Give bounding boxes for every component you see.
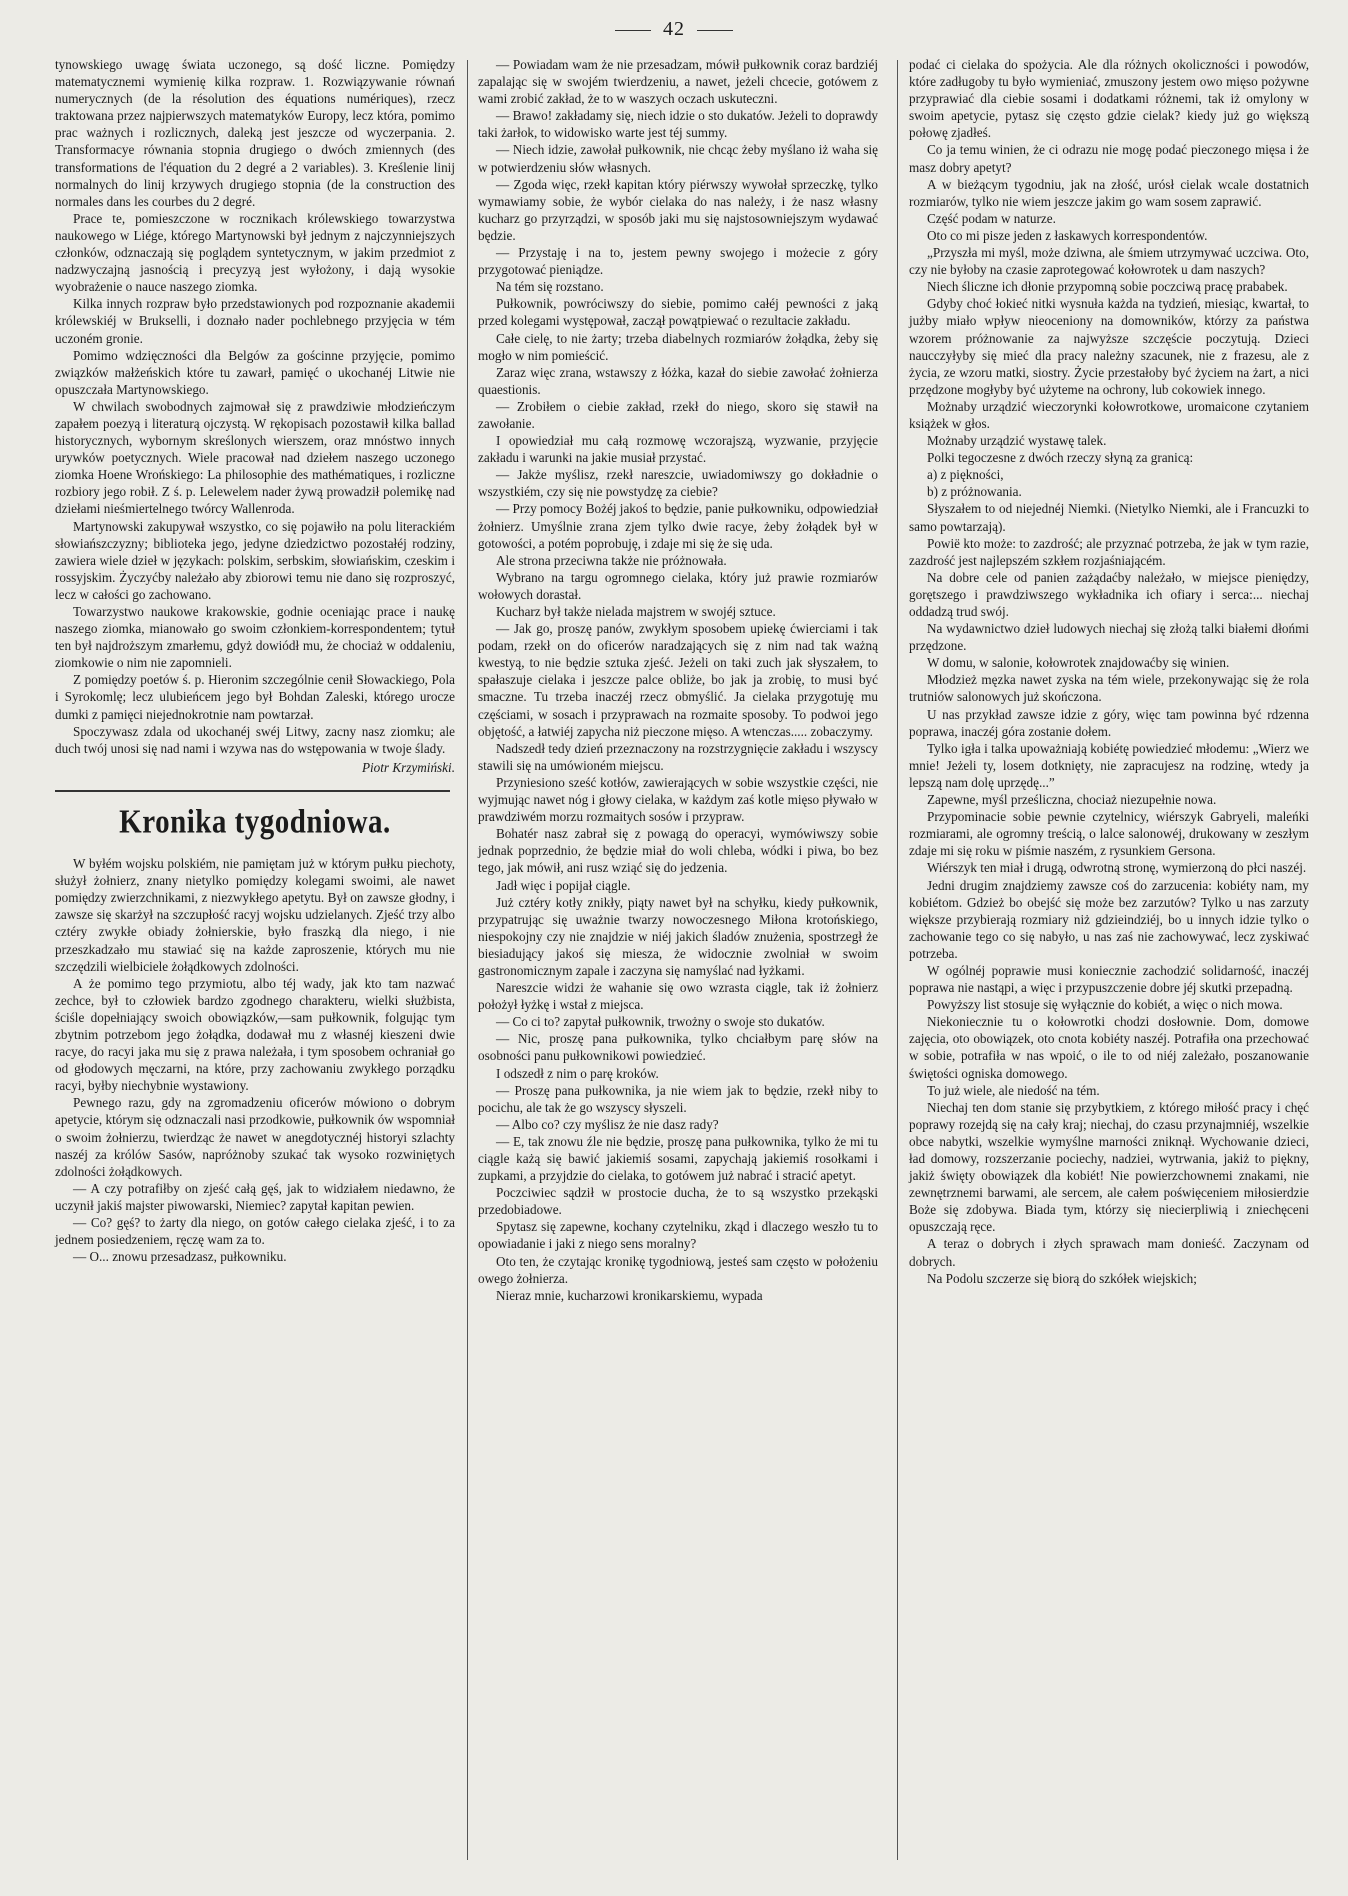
col3-paragraph: A teraz o dobrych i złych sprawach mam donieść. Zaczynam od dobrych. (909, 1236, 1309, 1269)
col1-paragraph: Towarzystwo naukowe krakowskie, godnie oceniając prace i naukę naszego ziomka, mianowało go swoim członkiem-korrespondentem; tytuł ten był najdroższym zmarłemu, gdyż dowiódł mu, że chociaż w oddaleniu, ziomkowie o nim nie zapomnieli. (55, 604, 455, 671)
col2-paragraph: Oto ten, że czytając kronikę tygodniową, jesteś sam często w położeniu owego żołnierza. (478, 1253, 878, 1286)
column-1 (55, 56, 455, 1265)
chronicle-paragraph: — A czy potrafiłby on zjeść całą gęś, jak to widziałem niedawno, że uczynił jakiś majster piwowarski, Niemiec? zapytał kapitan pewien. (55, 1180, 455, 1213)
col2-paragraph: — Zrobiłem o ciebie zakład, rzekł do niego, skoro się stawił na zawołanie. (478, 398, 878, 431)
col3-paragraph: Jedni drugim znajdziemy zawsze coś do zarzucenia: kobiéty nam, my kobiétom. Gdzież bo obejść się może bez zarzutów? Tylko u nas zarzuty większe przybierają rozmiary niż gdzieindziéj, bo u innych idzie tylko o zachowanie tego co się nabyło, u nas zaś nie zachowywać, lecz zyskiwać potrzeba. (909, 877, 1309, 961)
col3-paragraph: Tylko igła i talka upoważniają kobiétę powiedzieć młodemu: „Wierz we mnie! Jeżeli ty, losem dotknięty, nie zapracujesz na rodzinę, wtedy ja lepszą nam dolę uprzędę...” (909, 740, 1309, 790)
page-number (0, 18, 1348, 41)
col2-paragraph: — Nic, proszę pana pułkownika, tylko chciałbym parę słów na osobności panu pułkownikowi powiedzieć. (478, 1031, 878, 1064)
col1-paragraph: Pomimo wdzięczności dla Belgów za gościnne przyjęcie, pomimo związków małżeńskich które tu zawarł, pamięć o ukochanéj Litwie nie opuszczała Martynowskiego. (55, 347, 455, 397)
col2-paragraph: Jadł więc i popijał ciągle. (496, 877, 631, 893)
col2-paragraph: Pułkownik, powróciwszy do siebie, pomimo całéj pewności z jaką przed kolegami występował, zaczął powątpiewać o rezultacie zakładu. (478, 296, 878, 329)
col1-paragraph: Prace te, pomieszczone w rocznikach królewskiego towarzystwa naukowego w Liége, którego Martynowski był jednym z najczynniejszych członków, odznaczają się poglądem syntetycznym, w jakim przedmiot z nadzwyczajną jasnością i precyzyą jest wyłożony, i dają wysokie wyobrażenie o nauce naszego ziomka. (55, 210, 455, 295)
col2-paragraph: — Jak go, proszę panów, zwykłym sposobem upiekę ćwierciami i tak podam, rzekł on do oficerów naradzających się z nim nad tak ważną kwestyą, to nie będzie sztuka zjeść. Jeżeli on taki zuch jak słyszałem, to spałaszuje cielaka i jeszcze palce obliże, bo jak ja zrobię, to musi być smaczne. Tu trzeba inaczéj rzecz obmyślić. Ja cielaka przygotuję mu częściami, w sosach i przyprawach na rozmaite sposoby. To podwoi jego objętość, a łatwiéj zapycha niż pieczone mięso. A wtenczas..... zobaczymy. (478, 621, 878, 739)
col2-paragraph: — E, tak znowu źle nie będzie, proszę pana pułkownika, tylko że mi tu ciągle każą się bawić jakiemiś sosami, zapychają jakiemiś rosołkami i zupkami, a przyjdzie do cielaka, to gotówem już nabrać i stracić apetyt. (478, 1133, 878, 1184)
col2-paragraph: — Zgoda więc, rzekł kapitan który piérwszy wywołał sprzeczkę, tylko wymawiamy sobie, że wybór cielaka do nas należy, i że nasz własny kucharz go przyrządzi, w sposób jaki mu się najstosowniejszym wydawać będzie. (478, 176, 878, 243)
col2-paragraph: I opowiedział mu całą rozmowę wczorajszą, wyzwanie, przyjęcie zakładu i warunki na jakie musiał przystać. (478, 433, 878, 466)
col3-paragraph: Niechaj ten dom stanie się przybytkiem, z którego miłość pracy i chęć poprawy rozejdą się na cały kraj; niechaj, do czasu przynajmniéj, wszelkie obce nabytki, wszelkie wymyślne marności zniknął. Wychowanie dzieci, ład domowy, rozszerzanie pociechy, nadziei, wytrwania, jakiż to piękny, jakiż święty obowiązek dla kobiét! Nie powierzchownemi znakami, nie zewnętrznemi barwami, ale sercem, ale całem poświęceniem miłosierdzie Boże się zdobywa. Biada tym, którzy się niecierpliwią i zniechęceni opuszczają ręce. (909, 1099, 1309, 1235)
page-number-dash-right (697, 30, 733, 31)
col3-list-item: a) z piękności, (927, 467, 1004, 483)
col3-paragraph: Młodzież męzka nawet zyska na tém wiele, przekonywając się że rola trutniów salonowych już skończona. (909, 672, 1309, 705)
col2-paragraph: Spytasz się zapewne, kochany czytelniku, zkąd i dlaczego weszło tu to opowiadanie i jaki z niego sens moralny? (478, 1219, 878, 1252)
col2-paragraph: Wybrano na targu ogromnego cielaka, który już prawie rozmiarów wołowych dorastał. (478, 569, 878, 602)
col3-paragraph: Gdyby choć łokieć nitki wysnuła każda na tydzień, miesiąc, kwartał, to jużby miało wpływ nieoceniony na domowników, którzy za państwa wzorem próżnowanie za najwyższe szczęście poczytują. Dzieci naucczyłyby się mieć dla pracy należny szacunek, nie z frazesu, ale z życia, ze wzoru matki, siostry. Życie przestałoby być życiem na żart, a nici przędzone mogłyby być użyteme na ochrony, lub cokowiek innego. (909, 296, 1309, 397)
page-number-value: 42 (663, 18, 685, 40)
col2-paragraph: — Albo co? czy myślisz że nie dasz rady? (496, 1116, 719, 1132)
col3-paragraph: „Przyszła mi myśl, może dziwna, ale śmiem utrzymywać uczciwa. Oto, czy nie byłoby na czasie zaprotegować kołowrotek u dam naszych? (909, 245, 1309, 278)
chronicle-paragraph: — Co? gęś? to żarty dla niego, on gotów całego cielaka zjeść, i to za jednem posiedzeniem, ręczę wam za to. (55, 1215, 455, 1248)
col3-paragraph: W domu, w salonie, kołowrotek znajdowaćby się winien. (927, 655, 1230, 671)
col3-paragraph: A w bieżącym tygodniu, jak na złość, urósł cielak wcale dostatnich rozmiarów, tylko nie wiem jeszcze jakim go wam sosem zaprawić. (909, 176, 1309, 209)
col3-paragraph: Wiérszyk ten miał i drugą, odwrotną stronę, wymierzoną do płci naszéj. (927, 860, 1307, 876)
col3-paragraph: Część podam w naturze. (927, 210, 1056, 226)
col1-paragraph: W chwilach swobodnych zajmował się z prawdziwie młodzieńczym zapałem poezyą i literaturą ojczystą. W rękopisach pozostawił kilka ballad historycznych, wybornym skreślonych wierszem, oraz mnóstwo innych urywków poetycznych. Wiele pracował nad dziełem naszego uczonego ziomka Hoene Wrońskiego: La philosophie des mathématiques, i rozliczne rozbiory jego robił. Z ś. p. Lelewelem nader żywą prowadził polemikę nad dziełami nieśmiertelnego twórcy Wallenroda. (55, 398, 455, 517)
col3-paragraph: U nas przykład zawsze idzie z góry, więc tam powinna być rdzenna poprawa, inaczéj góra zostanie dołem. (909, 706, 1309, 739)
col1-paragraph: Z pomiędzy poetów ś. p. Hieronim szczególnie cenił Słowackiego, Pola i Syrokomlę; lecz ulubieńcem jego był Bohdan Zaleski, którego urocze dumki z pamięci niejednokrotnie nam powtarzał. (55, 672, 455, 722)
col2-paragraph: Na tém się rozstano. (496, 279, 604, 295)
col3-paragraph: To już wiele, ale niedość na tém. (927, 1082, 1100, 1098)
col3-paragraph: Powyższy list stosuje się wyłącznie do kobiét, a więc o nich mowa. (927, 997, 1283, 1013)
page-number-dash-left (615, 30, 651, 31)
col2-paragraph: Nieraz mnie, kucharzowi kronikarskiemu, wypada (496, 1287, 763, 1303)
col1-paragraph: Kilka innych rozpraw było przedstawionych pod rozpoznanie akademii królewskiéj w Brukselli, i doznało nader pochlebnego przyjęcia w tém uczoném gronie. (55, 296, 455, 346)
col3-paragraph: Oto co mi pisze jeden z łaskawych korrespondentów. (927, 227, 1208, 243)
col3-paragraph: Słyszałem to od niejednéj Niemki. (Nietylko Niemki, ale i Francuzki to samo powtarzają). (909, 501, 1309, 534)
col3-paragraph: Możnaby urządzić wieczorynki kołowrotkowe, uromaicone czytaniem książek w głos. (909, 398, 1309, 431)
col2-paragraph: Już cztéry kotły znikły, piąty nawet był na schyłku, kiedy pułkownik, przypatrując się uważnie twarzy nowoczesnego Miłona krotońskiego, niespokojny czy nie znajdzie w niéj jakich śladów znużenia, spostrzegł że biesiadujący jakoś się miesza, że widocznie zwolniał w swoim gastronomicznym zapale i zaczyna się namyślać nad łyżkami. (478, 894, 878, 978)
chronicle-paragraph: Pewnego razu, gdy na zgromadzeniu oficerów mówiono o dobrym apetycie, którym się odznaczali nasi przodkowie, pułkownik ów wspomniał o swoim żołnierzu, twierdząc że nawet w anegdotycznéj historyi szlachty naszéj za królów Sasów, napróżnoby szukać tak wysoko rozwiniętych zdolności żołądkowych. (55, 1095, 455, 1179)
col3-paragraph: Niech śliczne ich dłonie przypomną sobie poczciwą pracę prababek. (927, 279, 1288, 295)
col3-paragraph: Na wydawnictwo dzieł ludowych niechaj się złożą talki białemi dłońmi przędzone. (909, 621, 1309, 654)
col2-paragraph: Bohatér nasz zabrał się z powagą do operacyi, wymówiwszy sobie jednak poprzednio, że będzie miał do woli chleba, wódki i piwa, bo bez tego, jak mówił, ani rusz wziąć się do jedzenia. (478, 826, 878, 876)
col3-paragraph: Powiё kto może: to zazdrość; ale przyznać potrzeba, że jak w tym razie, zazdrość jest najlepszém szkłem rozjaśniającém. (909, 535, 1309, 568)
col3-paragraph: Przypominacie sobie pewnie czytelnicy, wiérszyk Gabryeli, maleńki rozmiarami, ale ogromny treścią, o lalce salonowéj, drukowany w zeszłym zdaje mi się roku w piśmie naszém, z rysunkiem Gersona. (909, 809, 1309, 859)
col3-paragraph: podać ci cielaka do spożycia. Ale dla różnych okoliczności i powodów, które zadługoby tu było wymieniać, zmuszony jestem owo mięso pożywne przyprawiać dla ciebie sosami i dodatkami różnemi, tak iż omylony w swoim apetycie, pytasz się często gdzie cielak? kiedy już go większą połowę zjadłeś. (909, 57, 1309, 141)
col2-paragraph: Poczciwiec sądził w prostocie ducha, że to są wszystko przekąski przedobiadowe. (478, 1185, 878, 1218)
chronicle-paragraph: A że pomimo tego przymiotu, albo téj wady, jak kto tam nazwać zechce, był to człowiek bardzo zgodnego charakteru, wielki służbista, ściśle dopełniający swoich obowiązków,—sam pułkownik, folgując tym zbytnim potrzebom jego żołądka, dodawał mu z własnéj kieszeni dwie racye, do racyi jaka mu się z prawa należała, i tym sposobem ochraniał go od głodowych męczarni, na które, przy zachowaniu zwykłego porządku racyi, byłby niechybnie wystawiony. (55, 975, 455, 1094)
section-divider (55, 790, 450, 792)
col2-paragraph: I odszedł z nim o parę kroków. (496, 1065, 659, 1081)
article-signature: Piotr Krzymiński. (361, 759, 455, 775)
col1-paragraph: tynowskiego uwagę świata uczonego, są dość liczne. Pomiędzy matematycznemi wymienię kilka rozpraw. 1. Rozwiązywanie równań numerycznych (de la résolution des équations numériques), rzecz traktowana przez najpierwszych matematyków Europy, lecz która, pomimo prac ważnych i rozlicznych, daleką jest jeszcze od wyczerpania. 2. Transformacye równania stopnia drugiego o dwóch zmiennych (des transformations de l'équation du 2 degré a 2 variables). 3. Kreślenie linij normalnych do linij krzywych drugiego stopnia (de la construction des normales dans les courbes du 2 degré. (55, 57, 455, 209)
chronicle-paragraph: W byłém wojsku polskiém, nie pamiętam już w którym pułku piechoty, służył żołnierz, znany nietylko pomiędzy kolegami swoimi, ale nawet pomiędzy zwierzchnikami, z niezwykłego apetytu. Był on zawsze głodny, i zawsze się skarżył na szczupłość racyj wojsku udzielanych. Zjeść trzy albo cztéry zwykłe obiady żołnierskie, było fraszką dla niego, i nie przeszkadzało mu stawiać się na każde zaproszenie, których mu nie szczędzili wielbiciele żołądkowych zdolności. (55, 856, 455, 974)
col3-paragraph: W ogólnéj poprawie musi koniecznie zachodzić solidarność, inaczéj poprawa nie nastąpi, a więc i przypuszczenie dobre jéj skutki przepadną. (909, 962, 1309, 996)
col2-paragraph: Przyniesiono sześć kotłów, zawierających w sobie wszystkie części, nie wyjmując nawet nóg i głowy cielaka, w każdym zaś kotle mięso pływało w prawdziwém morzu rozmaitych sosów i przypraw. (478, 774, 878, 825)
chronicle-paragraph: — O... znowu przesadzasz, pułkowniku. (73, 1249, 287, 1265)
col1-paragraph: Spoczywasz zdala od ukochanéj swéj Litwy, zacny nasz ziomku; ale duch twój unosi się nad nami i wzywa nas do wstępowania w twoje ślady. (55, 723, 455, 756)
col3-paragraph: Co ja temu winien, że ci odrazu nie mogę podać pieczonego mięsa i że masz dobry apetyt? (909, 142, 1309, 175)
col3-paragraph: Na Podolu szczerze się biorą do szkółek wiejskich; (927, 1270, 1197, 1286)
column-rule-right (897, 60, 898, 1860)
col1-paragraph: Martynowski zakupywał wszystko, co się pojawiło na polu literackiém słowiańszczyzny; biblioteka jego, jedyne dziedzictwo pozostałéj rodziny, zawiera wiele dzieł w językach: polskim, serbskim, słowiańskim, czeskim i rossyjskim. Życzyćby należało aby zbiorowi temu nie dano się rozproszyć, lecz w całości go zachowano. (55, 518, 455, 602)
col2-paragraph: Zaraz więc zrana, wstawszy z łóżka, kazał do siebie zawołać żołnierza quaestionis. (478, 364, 878, 397)
column-rule-left (467, 60, 468, 1860)
column-2 (478, 56, 878, 1304)
col3-list-item: b) z próżnowania. (927, 484, 1022, 500)
col3-paragraph: Zapewne, myśl prześliczna, chociaż niezupełnie nowa. (927, 792, 1217, 808)
col2-paragraph: — Przy pomocy Bożéj jakoś to będzie, panie pułkowniku, odpowiedział żołnierz. Umyślnie zrana zjem tylko dwie racye, żeby żołądek był w gotowości, a potém poprobuję, i zdaje mi się że się uda. (478, 501, 878, 551)
col2-paragraph: Ale strona przeciwna także nie próżnowała. (496, 552, 727, 568)
col2-paragraph: Kucharz był także nielada majstrem w swojéj sztuce. (496, 604, 776, 619)
col3-paragraph: Na dobre cele od panien zażądaćby należało, w miejsce pieniędzy, gorętszego i prawdziwszego wykładnika ich ofiary i serca:... niechaj oddadzą trud swój. (909, 569, 1309, 619)
col2-paragraph: — Niech idzie, zawołał pułkownik, nie chcąc żeby myślano iż waha się w potwierdzeniu słów własnych. (478, 142, 878, 175)
col2-paragraph: Całe cielę, to nie żarty; trzeba diabelnych rozmiarów żołądka, żeby się mogło w nim pomieścić. (478, 330, 878, 363)
col2-paragraph: — Co ci to? zapytał pułkownik, trwożny o swoje sto dukatów. (496, 1014, 825, 1030)
col3-paragraph: Polki tegoczesne z dwóch rzeczy słyną za granicą: (927, 450, 1194, 466)
col2-paragraph: — Jakże myślisz, rzekł nareszcie, uwiadomiwszy go dokładnie o wszystkiém, czy się nie powstydzę za ciebie? (478, 467, 878, 500)
col3-paragraph: Niekoniecznie tu o kołowrotki chodzi dosłownie. Dom, domowe zajęcia, oto obowiązek, oto cnota kobiéty naszéj. Potrafiła ona przechować w sobie, potrafiła w nas wpoić, o ile to od niéj zależało, poszanowanie świętości ogniska domowego. (909, 1014, 1309, 1081)
section-title: Kronika tygodniowa. (119, 803, 391, 841)
col2-paragraph: Nareszcie widzi że wahanie się owo wzrasta ciągle, tak iż żołnierz położył łyżkę i wstał z miejsca. (478, 980, 878, 1013)
col3-paragraph: Możnaby urządzić wystawę talek. (927, 433, 1107, 449)
col2-paragraph: — Proszę pana pułkownika, ja nie wiem jak to będzie, rzekł niby to pocichu, ale tak że go wszyscy słyszeli. (478, 1082, 878, 1115)
column-3 (909, 56, 1309, 1287)
col2-paragraph: — Brawo! zakładamy się, niech idzie o sto dukatów. Jeżeli to doprawdy taki żarłok, to widowisko warte jest téj summy. (478, 108, 878, 141)
col2-paragraph: — Przystaję i na to, jestem pewny swojego i możecie z góry przygotować pieniądze. (478, 245, 878, 278)
col2-paragraph: Nadszedł tedy dzień przeznaczony na rozstrzygnięcie zakładu i wszyscy stawili się na umówioném miejscu. (478, 740, 878, 773)
col2-paragraph: — Powiadam wam że nie przesadzam, mówił pułkownik coraz bardziéj zapalając się w swojém twierdzeniu, a nawet, jeżeli chcecie, gotówem z wami zrobić zakład, że to w waszych oczach uskuteczni. (478, 57, 878, 107)
